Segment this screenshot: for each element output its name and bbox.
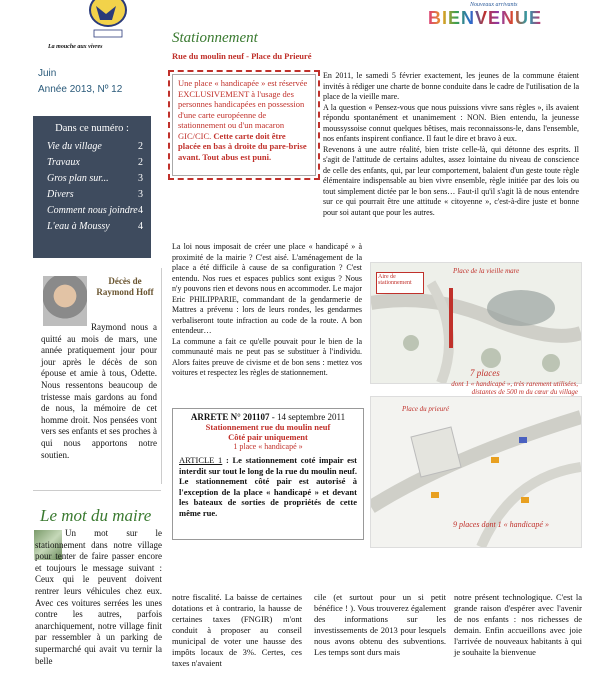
toc-item[interactable]: Travaux 2: [47, 157, 143, 168]
places-count-7: 7 places: [470, 368, 500, 378]
arrete-box: [172, 408, 364, 540]
mayor-title: Le mot du maire: [40, 506, 152, 525]
toc-title: Dans ce numéro :: [55, 123, 129, 134]
map-label-vieille-mare: Place de la vieille mare: [453, 267, 520, 275]
table-of-contents: [33, 116, 151, 258]
places-count-9: 9 places dont 1 « handicapé »: [453, 520, 549, 529]
section-title: Stationnement: [172, 30, 258, 46]
mayor-text-col-4: notre présent technologique. C'est la grande raison d'espérer avec l'avenir de nos enfants : nos richesses de demain. Enfin accueillons avec joie l'arrivée de nouveaux habitants à qui je souhaite la bienvenue: [454, 592, 582, 657]
welcome-banner: [428, 8, 542, 29]
article-paragraph: La loi nous imposait de créer une place « handicapé » à proximité de la mairie ? C'est aisé. L'aménagement de la place a été difficile à cause de sa configuration ? C'est entendu. Nos rues et espaces publics sont exigus ? Nous n'y pouvons rien et devons nous en accommoder. Le major Eric PHILIPPARIE, commandant de la gendarmerie de Mattres a prévenu : lors de leurs rondes, les gendarmes verbaliseront toute infraction au code de la route. A bon entendeur…: [172, 242, 362, 335]
article-paragraph: En 2011, le samedi 5 février exactement, les jeunes de la commune étaient invités à rédiger une charte de bonne conduite dans le cadre de l'utilisation de la place de la vieille mare.: [323, 71, 579, 101]
arrete-subtitle: Stationnement rue du moulin neuf Côté pair uniquement: [205, 422, 331, 442]
article-text-right: [323, 71, 579, 218]
arrete-title: ARRETE N° 201107 - 14 septembre 2011: [190, 412, 346, 422]
mayor-text: Un mot sur le stationnement dans notre village pour tenter de faire passer encore et toujours le message suivant : Ceux qui le peuvent doivent rentrer leurs véhicules chez eux. Avec ces voitures serrées les unes contre les autres, parfois anarchiquement, notre village finit par ressembler à un parking de supermarché qui avait vu ternir la belle: [35, 528, 162, 666]
masthead-tagline: La mouche aux vivres: [48, 44, 103, 50]
issue-info: [38, 66, 122, 98]
welcome-small: Nouveaux arrivants: [470, 2, 518, 8]
toc-item[interactable]: Divers 3: [47, 189, 143, 200]
toc-item[interactable]: Comment nous joindre 4: [47, 205, 143, 216]
article-paragraph: La commune a fait ce qu'elle pouvait pour le bien de la communauté mais ne peut pas se substituer à l'individu. Alors faites preuve de civisme et de bon sens : mettez vos voitures et respectez les règles de stationnement.: [172, 336, 362, 377]
obituary-photo: [43, 276, 87, 326]
mayor-text-col-2: notre fiscalité. La baisse de certaines dotations et à contrario, la hausse de certaines taxes (FNGIR) m'ont conduit à proposer au conseil municipal de voter une hausse des impôts locaux de 3%. Certes, ces taxes n'avaient: [172, 592, 302, 668]
toc-item[interactable]: Vie du village 2: [47, 141, 143, 152]
handicap-callout: Une place « handicapée » est réservée EXCLUSIVEMENT à l'usage des personnes handicapées en possession d'une carte européenne de stationnement ou d'un macaron GIC/CIC. Cette carte doit être placée en bas à droite du pare-brise avant. Tout abus est puni.: [172, 74, 316, 176]
toc-item[interactable]: L'eau à Moussy 4: [47, 221, 143, 232]
parking-zone-label: Aire de stationnement: [376, 272, 424, 294]
issue-month: Juin: [38, 68, 57, 79]
obituary-box: [33, 268, 162, 484]
welcome-text: BIENVENUE: [428, 8, 543, 28]
places-count-7-detail: dont 1 « handicapé », très rarement utilisées, distantes de 500 m du cœur du village: [451, 380, 578, 396]
toc-item[interactable]: Gros plan sur... 3: [47, 173, 143, 184]
article-text-left: [172, 242, 362, 379]
obituary-title: Décès de Raymond Hoff: [96, 276, 154, 297]
issue-year-number: Année 2013, Nº 12: [38, 84, 123, 95]
article-paragraph: A la question « Pensez-vous que nous puissions vivre sans règles », ils avaient répondu spontanément et unanimement : NON. Bien entendu, la jeunesse moussyssoise connut quelques bêtises, mais reconnaissons-le, dans l'ensemble, nos enfants inspirent confiance. Il faut le dire et bravo à eux.: [323, 102, 579, 143]
map-label-prieure: Place du prieuré: [402, 405, 450, 413]
mayor-text-col-3: cile (et surtout pour un si petit bénéfice ! ). Vous trouverez également des informations sur les investissements de 2013 pour lesquels nous avons obtenu des subventions. Les temps sont durs mais: [314, 592, 446, 657]
street-subtitle: Rue du moulin neuf - Place du Prieuré: [172, 51, 312, 61]
arrete-subtitle-2: 1 place « handicapé »: [233, 442, 303, 451]
divider: [33, 490, 161, 491]
article-paragraph: Revenons à une autre réalité, bien triste celle-là, qui détonne des esprits. Il s'agit de l'attitude de certains adultes, assez lointaine du niveau de conscience de celle des enfants, qui, par leur comportement, balaient d'un geste toute règle élémentaire indispensable au bien vivre ensemble, règle initiée par des lois ou tout simplement dictée par le bon sens… Faut-il qu'il s'agit là de nous entendre sur ce qui pourrait être une attitude « citoyenne », c'est-à-dire juste et bonne pour soi autant que pour les autres.: [323, 144, 579, 217]
masthead-logo: [30, 0, 130, 40]
arrete-body: ARTICLE 1 : Le stationnement coté impair est interdit sur tout le long de la rue du moulin neuf. Le stationnement côté pair est autorisé à l'exception de la place « handicapé » et devant les bateaux de sorties de propriétés de cette même rue.: [179, 455, 357, 518]
obituary-text: Raymond nous a quitté au mois de mars, une année pratiquement jour pour jour après le décès de son épouse et amie à tous, Odette. Nous ressentons beaucoup de tristesse mais gardons au fond de nous, la mémoire de cet homme droit. Nos pensées vont vers ses enfants et ses proches à qui nous apportons notre soutien.: [41, 322, 157, 460]
